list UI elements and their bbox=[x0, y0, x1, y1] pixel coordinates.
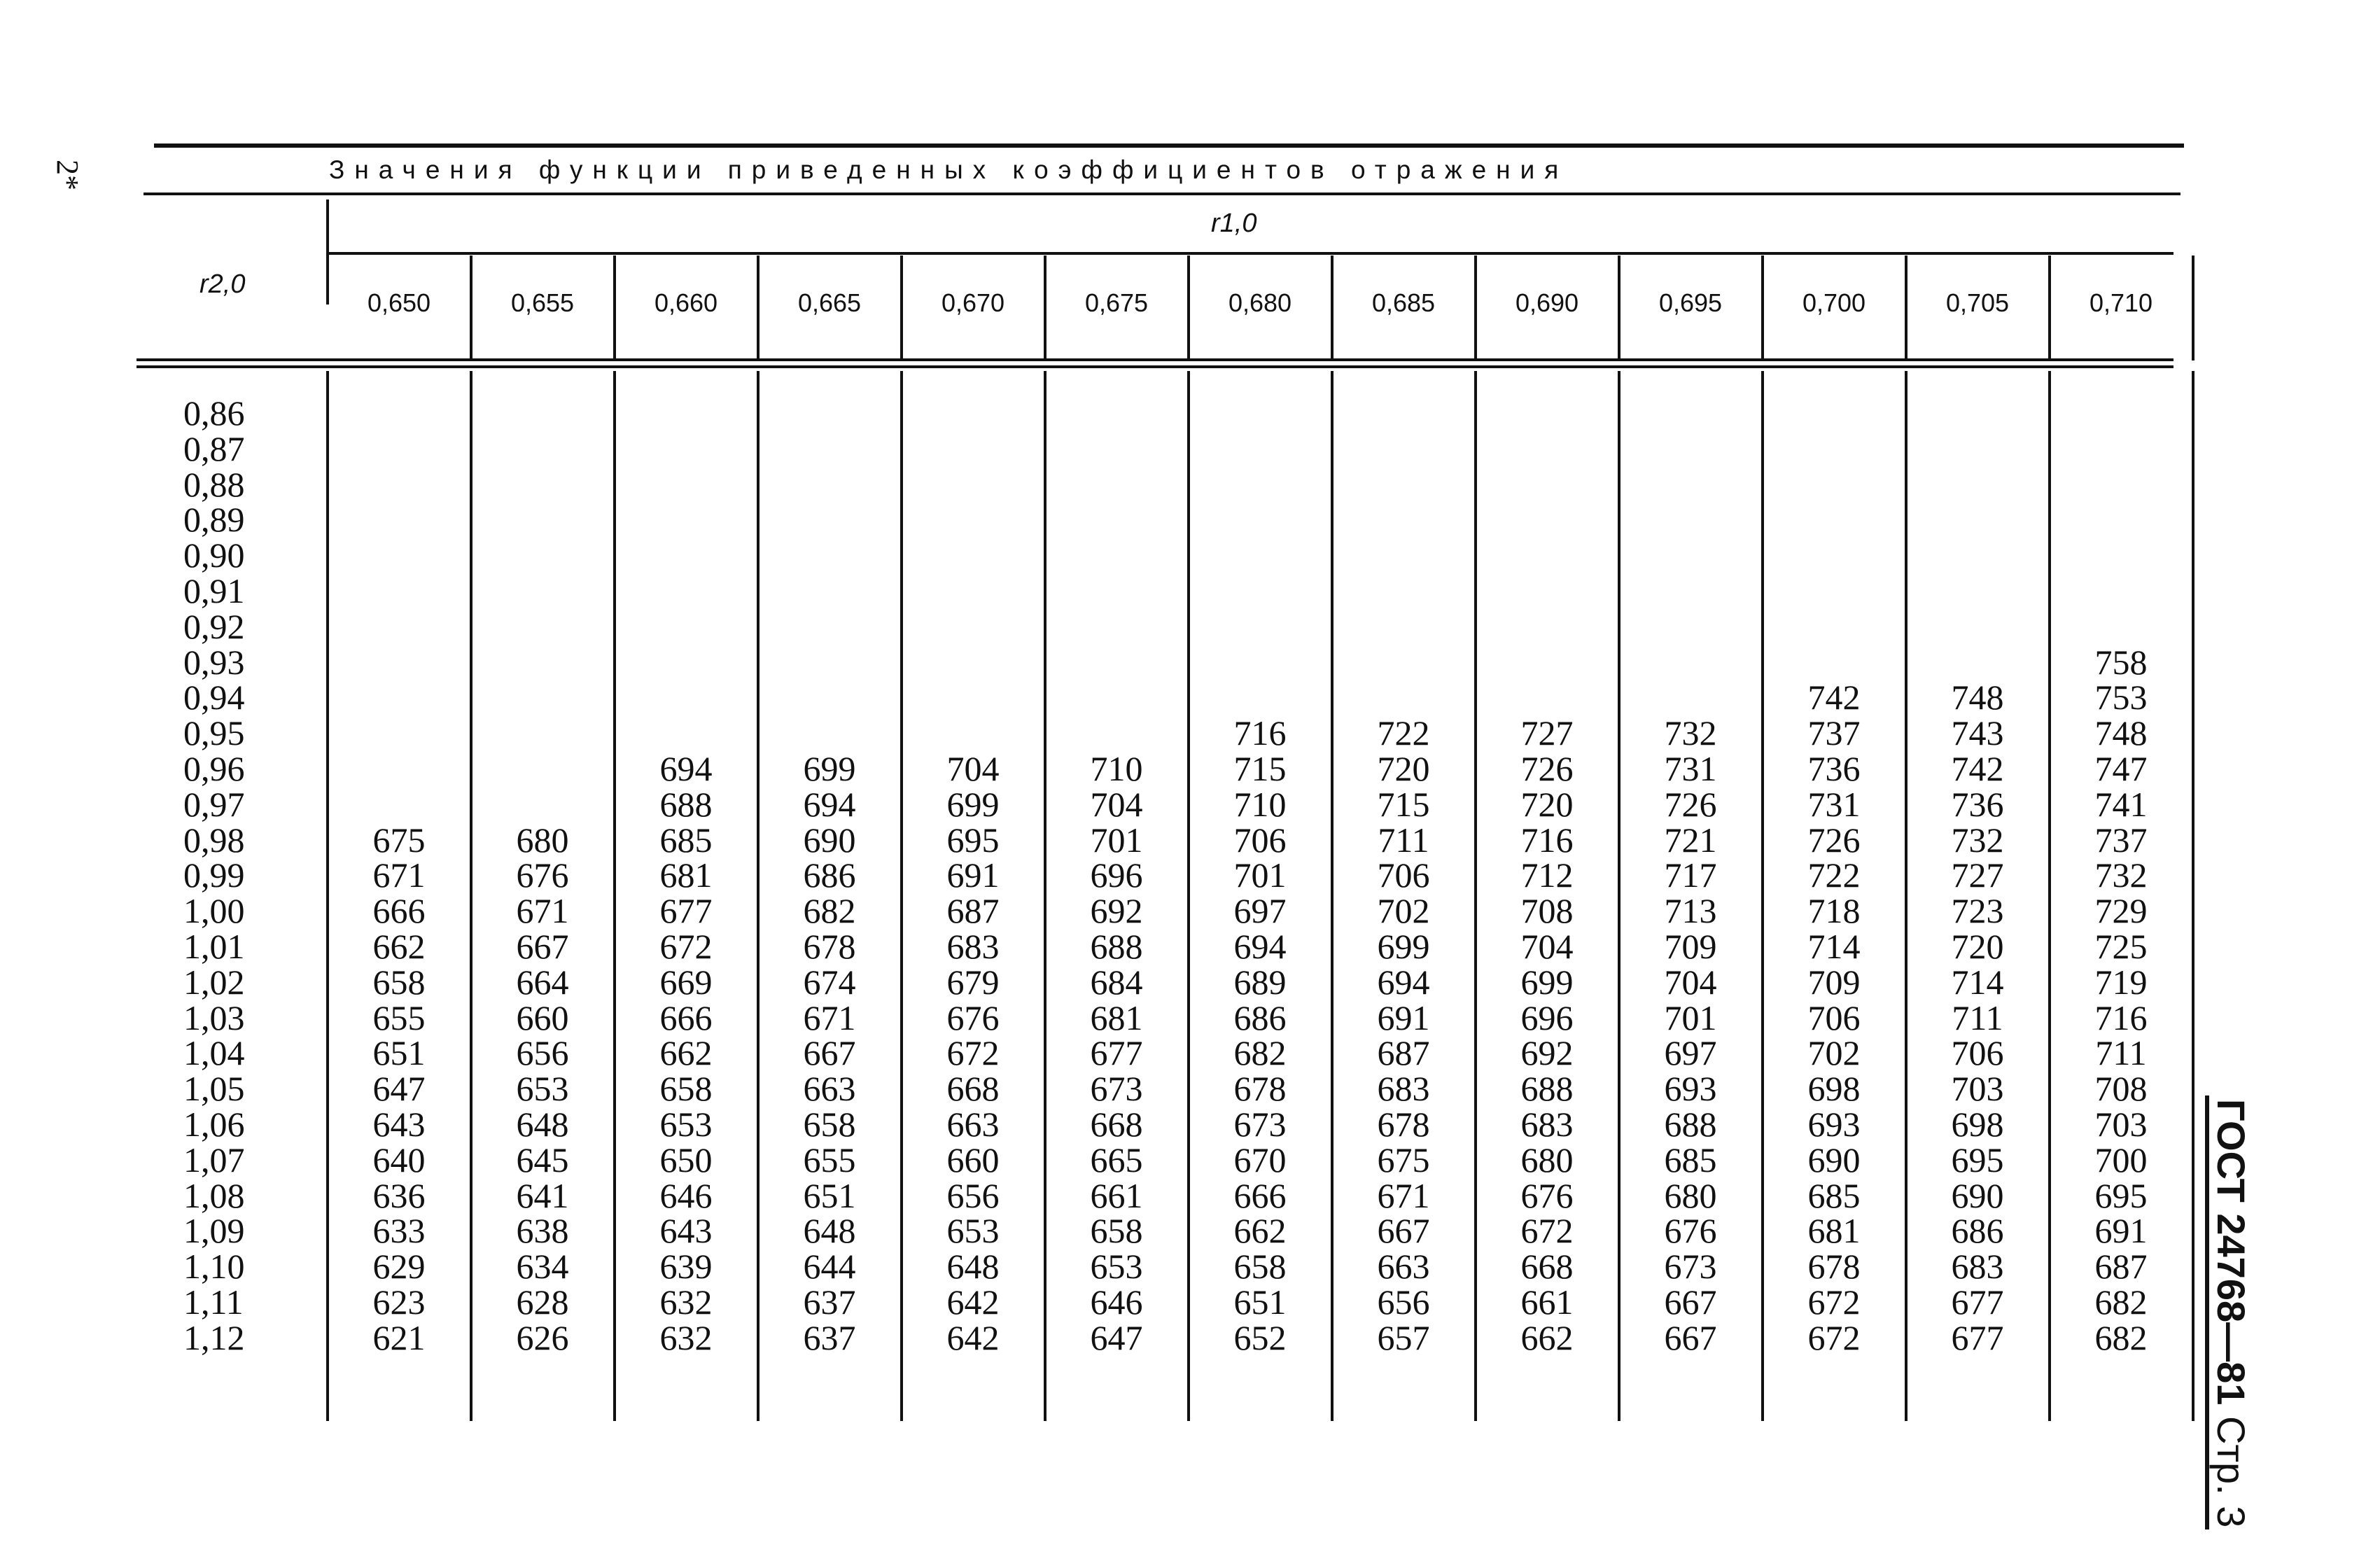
table-cell: 634 bbox=[516, 1247, 569, 1287]
table-cell: 681 bbox=[659, 855, 713, 895]
table-cell: 688 bbox=[1520, 1069, 1574, 1109]
table-cell: 678 bbox=[1377, 1105, 1430, 1144]
table-cell: 700 bbox=[2094, 1140, 2148, 1180]
table-cell: 704 bbox=[946, 749, 1000, 788]
table-cell: 696 bbox=[1520, 997, 1574, 1037]
table-cell: 711 bbox=[2095, 1033, 2147, 1073]
table-cell: 671 bbox=[1377, 1175, 1430, 1215]
row-label: 1,05 bbox=[183, 1069, 245, 1109]
table-cell: 673 bbox=[1233, 1105, 1287, 1144]
row-label: 0,93 bbox=[183, 642, 245, 682]
table-cell: 709 bbox=[1664, 927, 1717, 966]
table-cell: 680 bbox=[1520, 1140, 1574, 1180]
table-cell: 682 bbox=[803, 891, 856, 931]
table-cell: 672 bbox=[659, 927, 713, 966]
table-cell: 680 bbox=[1664, 1175, 1717, 1215]
table-cell: 758 bbox=[2094, 642, 2148, 682]
row-label: 0,97 bbox=[183, 784, 245, 824]
table-cell: 647 bbox=[1090, 1317, 1143, 1357]
row-label: 0,98 bbox=[183, 820, 245, 860]
table-cell: 660 bbox=[516, 997, 569, 1037]
table-cell: 701 bbox=[1090, 820, 1143, 860]
row-label: 1,04 bbox=[183, 1033, 245, 1073]
row-label: 0,90 bbox=[183, 536, 245, 575]
table-cell: 723 bbox=[1951, 891, 2004, 931]
page-label: Стр. 3 bbox=[2209, 1415, 2253, 1528]
column-header: 0,695 bbox=[1658, 288, 1723, 317]
table-cell: 731 bbox=[1807, 784, 1861, 824]
row-label: 0,99 bbox=[183, 855, 245, 895]
column-header: 0,680 bbox=[1228, 288, 1292, 317]
table-cell: 715 bbox=[1233, 749, 1287, 788]
table-cell: 694 bbox=[659, 749, 713, 788]
table-cell: 640 bbox=[372, 1140, 426, 1180]
table-cell: 646 bbox=[1090, 1282, 1143, 1322]
group-header-rule bbox=[329, 252, 2174, 255]
row-label: 0,88 bbox=[183, 464, 245, 504]
table-cell: 702 bbox=[1377, 891, 1430, 931]
table-cell: 690 bbox=[803, 820, 856, 860]
table-cell: 702 bbox=[1807, 1033, 1861, 1073]
column-header: 0,690 bbox=[1515, 288, 1579, 317]
table-cell: 663 bbox=[1377, 1247, 1430, 1287]
table-cell: 632 bbox=[659, 1317, 713, 1357]
table-cell: 695 bbox=[1951, 1140, 2004, 1180]
row-label: 0,87 bbox=[183, 428, 245, 468]
table-cell: 717 bbox=[1664, 855, 1717, 895]
table-cell: 701 bbox=[1233, 855, 1287, 895]
table-cell: 626 bbox=[516, 1317, 569, 1357]
table-cell: 694 bbox=[1377, 962, 1430, 1002]
table-cell: 694 bbox=[803, 784, 856, 824]
table-cell: 676 bbox=[946, 997, 1000, 1037]
table-cell: 655 bbox=[803, 1140, 856, 1180]
table-cell: 720 bbox=[1520, 784, 1574, 824]
table-cell: 674 bbox=[803, 962, 856, 1002]
table-cell: 653 bbox=[946, 1211, 1000, 1251]
table-cell: 672 bbox=[1807, 1282, 1861, 1322]
table-cell: 682 bbox=[2094, 1317, 2148, 1357]
table-cell: 721 bbox=[1664, 820, 1717, 860]
table-cell: 731 bbox=[1664, 749, 1717, 788]
table-cell: 657 bbox=[1377, 1317, 1430, 1357]
table-cell: 704 bbox=[1090, 784, 1143, 824]
table-cell: 636 bbox=[372, 1175, 426, 1215]
table-cell: 713 bbox=[1664, 891, 1717, 931]
table-cell: 656 bbox=[946, 1175, 1000, 1215]
table-cell: 671 bbox=[372, 855, 426, 895]
table-cell: 691 bbox=[946, 855, 1000, 895]
table-cell: 662 bbox=[659, 1033, 713, 1073]
table-cell: 693 bbox=[1664, 1069, 1717, 1109]
column-header: 0,700 bbox=[1802, 288, 1866, 317]
table-cell: 695 bbox=[946, 820, 1000, 860]
table-cell: 658 bbox=[803, 1105, 856, 1144]
table-cell: 685 bbox=[659, 820, 713, 860]
table-cell: 662 bbox=[1233, 1211, 1287, 1251]
table-cell: 667 bbox=[516, 927, 569, 966]
table-cell: 687 bbox=[2094, 1247, 2148, 1287]
table-cell: 706 bbox=[1807, 997, 1861, 1037]
table-cell: 720 bbox=[1951, 927, 2004, 966]
table-cell: 701 bbox=[1664, 997, 1717, 1037]
table-cell: 742 bbox=[1807, 678, 1861, 718]
table-cell: 710 bbox=[1090, 749, 1143, 788]
table-cell: 688 bbox=[1090, 927, 1143, 966]
table-cell: 665 bbox=[1090, 1140, 1143, 1180]
table-cell: 683 bbox=[946, 927, 1000, 966]
table-cell: 737 bbox=[2094, 820, 2148, 860]
column-header: 0,710 bbox=[2089, 288, 2153, 317]
row-label: 0,95 bbox=[183, 713, 245, 753]
row-label: 1,07 bbox=[183, 1140, 245, 1180]
table-cell: 732 bbox=[1664, 713, 1717, 753]
header-double-rule-2 bbox=[136, 365, 2174, 368]
table-cell: 732 bbox=[1951, 820, 2004, 860]
table-cell: 643 bbox=[659, 1211, 713, 1251]
table-cell: 683 bbox=[1951, 1247, 2004, 1287]
table-cell: 662 bbox=[372, 927, 426, 966]
document-side-title bbox=[2208, 1099, 2254, 1527]
top-rule bbox=[154, 144, 2184, 148]
table-cell: 629 bbox=[372, 1247, 426, 1287]
table-cell: 671 bbox=[516, 891, 569, 931]
table-cell: 690 bbox=[1951, 1175, 2004, 1215]
table-cell: 699 bbox=[946, 784, 1000, 824]
table-cell: 637 bbox=[803, 1282, 856, 1322]
page-number-marker: 2* bbox=[50, 160, 85, 190]
table-cell: 714 bbox=[1951, 962, 2004, 1002]
table-cell: 671 bbox=[803, 997, 856, 1037]
table-cell: 683 bbox=[1377, 1069, 1430, 1109]
table-cell: 741 bbox=[2094, 784, 2148, 824]
table-cell: 726 bbox=[1520, 749, 1574, 788]
row-label: 1,02 bbox=[183, 962, 245, 1002]
table-cell: 641 bbox=[516, 1175, 569, 1215]
table-cell: 709 bbox=[1807, 962, 1861, 1002]
table-cell: 642 bbox=[946, 1282, 1000, 1322]
table-cell: 623 bbox=[372, 1282, 426, 1322]
table-cell: 736 bbox=[1951, 784, 2004, 824]
table-caption: Значения функции приведенных коэффициентов отражения bbox=[329, 155, 1569, 184]
table-cell: 748 bbox=[1951, 678, 2004, 718]
table-cell: 753 bbox=[2094, 678, 2148, 718]
row-label: 0,89 bbox=[183, 500, 245, 540]
table-cell: 676 bbox=[1520, 1175, 1574, 1215]
table-cell: 695 bbox=[2094, 1175, 2148, 1215]
table-cell: 663 bbox=[946, 1105, 1000, 1144]
table-cell: 651 bbox=[372, 1033, 426, 1073]
table-cell: 748 bbox=[2094, 713, 2148, 753]
header-double-rule-1 bbox=[136, 358, 2174, 361]
table-cell: 637 bbox=[803, 1317, 856, 1357]
table-cell: 716 bbox=[1233, 713, 1287, 753]
table-cell: 642 bbox=[946, 1317, 1000, 1357]
table-cell: 675 bbox=[372, 820, 426, 860]
table-cell: 666 bbox=[372, 891, 426, 931]
table-cell: 692 bbox=[1520, 1033, 1574, 1073]
table-cell: 666 bbox=[659, 997, 713, 1037]
table-cell: 633 bbox=[372, 1211, 426, 1251]
table-cell: 684 bbox=[1090, 962, 1143, 1002]
table-cell: 720 bbox=[1377, 749, 1430, 788]
row-label: 1,09 bbox=[183, 1211, 245, 1251]
table-cell: 667 bbox=[1664, 1317, 1717, 1357]
table-cell: 699 bbox=[1377, 927, 1430, 966]
table-cell: 742 bbox=[1951, 749, 2004, 788]
row-label: 0,91 bbox=[183, 571, 245, 610]
table-cell: 725 bbox=[2094, 927, 2148, 966]
table-cell: 651 bbox=[1233, 1282, 1287, 1322]
table-cell: 652 bbox=[1233, 1317, 1287, 1357]
table-cell: 697 bbox=[1233, 891, 1287, 931]
table-cell: 660 bbox=[946, 1140, 1000, 1180]
table-cell: 681 bbox=[1090, 997, 1143, 1037]
table-cell: 718 bbox=[1807, 891, 1861, 931]
table-cell: 678 bbox=[1807, 1247, 1861, 1287]
table-cell: 653 bbox=[659, 1105, 713, 1144]
table-cell: 691 bbox=[1377, 997, 1430, 1037]
table-cell: 736 bbox=[1807, 749, 1861, 788]
table-cell: 712 bbox=[1520, 855, 1574, 895]
table-cell: 675 bbox=[1377, 1140, 1430, 1180]
table-cell: 685 bbox=[1807, 1175, 1861, 1215]
table-cell: 645 bbox=[516, 1140, 569, 1180]
table-cell: 683 bbox=[1520, 1105, 1574, 1144]
table-cell: 689 bbox=[1233, 962, 1287, 1002]
table-cell: 673 bbox=[1090, 1069, 1143, 1109]
table-cell: 663 bbox=[803, 1069, 856, 1109]
table-cell: 647 bbox=[372, 1069, 426, 1109]
table-cell: 690 bbox=[1807, 1140, 1861, 1180]
column-header: 0,675 bbox=[1084, 288, 1149, 317]
table-cell: 722 bbox=[1377, 713, 1430, 753]
table-cell: 670 bbox=[1233, 1140, 1287, 1180]
table-cell: 686 bbox=[803, 855, 856, 895]
table-cell: 743 bbox=[1951, 713, 2004, 753]
table-cell: 621 bbox=[372, 1317, 426, 1357]
table-cell: 648 bbox=[516, 1105, 569, 1144]
table-cell: 638 bbox=[516, 1211, 569, 1251]
table-cell: 632 bbox=[659, 1282, 713, 1322]
table-cell: 722 bbox=[1807, 855, 1861, 895]
table-cell: 668 bbox=[1520, 1247, 1574, 1287]
table-cell: 653 bbox=[516, 1069, 569, 1109]
table-cell: 676 bbox=[1664, 1211, 1717, 1251]
caption-rule bbox=[144, 192, 2180, 195]
table-cell: 661 bbox=[1090, 1175, 1143, 1215]
table-cell: 685 bbox=[1664, 1140, 1717, 1180]
table-cell: 708 bbox=[2094, 1069, 2148, 1109]
table-cell: 672 bbox=[1807, 1317, 1861, 1357]
table-cell: 673 bbox=[1664, 1247, 1717, 1287]
table-cell: 679 bbox=[946, 962, 1000, 1002]
table-cell: 688 bbox=[659, 784, 713, 824]
table-cell: 648 bbox=[946, 1247, 1000, 1287]
table-cell: 681 bbox=[1807, 1211, 1861, 1251]
table-cell: 711 bbox=[1378, 820, 1429, 860]
table-cell: 664 bbox=[516, 962, 569, 1002]
table-cell: 703 bbox=[1951, 1069, 2004, 1109]
column-header: 0,655 bbox=[510, 288, 575, 317]
row-label: 1,00 bbox=[183, 891, 245, 931]
table-cell: 703 bbox=[2094, 1105, 2148, 1144]
row-label: 0,92 bbox=[183, 606, 245, 646]
table-cell: 651 bbox=[803, 1175, 856, 1215]
table-cell: 667 bbox=[1377, 1211, 1430, 1251]
row-label: 0,86 bbox=[183, 393, 245, 433]
column-header: 0,650 bbox=[367, 288, 431, 317]
table-cell: 687 bbox=[1377, 1033, 1430, 1073]
column-separator bbox=[2192, 255, 2194, 360]
table-cell: 656 bbox=[1377, 1282, 1430, 1322]
table-cell: 667 bbox=[1664, 1282, 1717, 1322]
table-cell: 672 bbox=[1520, 1211, 1574, 1251]
table-cell: 682 bbox=[2094, 1282, 2148, 1322]
table-cell: 687 bbox=[946, 891, 1000, 931]
table-cell: 727 bbox=[1951, 855, 2004, 895]
row-label: 1,06 bbox=[183, 1105, 245, 1144]
table-cell: 648 bbox=[803, 1211, 856, 1251]
table-cell: 639 bbox=[659, 1247, 713, 1287]
table-cell: 714 bbox=[1807, 927, 1861, 966]
table-cell: 646 bbox=[659, 1175, 713, 1215]
standard-code: ГОСТ 24768—81 bbox=[2209, 1099, 2253, 1406]
table-cell: 704 bbox=[1520, 927, 1574, 966]
column-header: 0,665 bbox=[797, 288, 862, 317]
table-cell: 658 bbox=[372, 962, 426, 1002]
table-cell: 726 bbox=[1807, 820, 1861, 860]
table-cell: 662 bbox=[1520, 1317, 1574, 1357]
table-cell: 672 bbox=[946, 1033, 1000, 1073]
table-cell: 680 bbox=[516, 820, 569, 860]
table-cell: 650 bbox=[659, 1140, 713, 1180]
table-cell: 686 bbox=[1951, 1211, 2004, 1251]
table-cell: 678 bbox=[1233, 1069, 1287, 1109]
table-cell: 697 bbox=[1664, 1033, 1717, 1073]
column-separator bbox=[2192, 371, 2194, 1421]
table-cell: 699 bbox=[1520, 962, 1574, 1002]
table-cell: 678 bbox=[803, 927, 856, 966]
table-cell: 704 bbox=[1664, 962, 1717, 1002]
table-cell: 628 bbox=[516, 1282, 569, 1322]
table-cell: 661 bbox=[1520, 1282, 1574, 1322]
table-cell: 691 bbox=[2094, 1211, 2148, 1251]
table-cell: 656 bbox=[516, 1033, 569, 1073]
row-label: 0,94 bbox=[183, 678, 245, 718]
table-cell: 677 bbox=[659, 891, 713, 931]
column-header: 0,705 bbox=[1945, 288, 2010, 317]
table-cell: 677 bbox=[1951, 1282, 2004, 1322]
table-cell: 693 bbox=[1807, 1105, 1861, 1144]
table-cell: 686 bbox=[1233, 997, 1287, 1037]
table-cell: 732 bbox=[2094, 855, 2148, 895]
table-cell: 653 bbox=[1090, 1247, 1143, 1287]
table-cell: 726 bbox=[1664, 784, 1717, 824]
table-cell: 676 bbox=[516, 855, 569, 895]
table-cell: 708 bbox=[1520, 891, 1574, 931]
row-label: 1,11 bbox=[183, 1282, 244, 1322]
table-cell: 658 bbox=[659, 1069, 713, 1109]
table-cell: 655 bbox=[372, 997, 426, 1037]
table-cell: 667 bbox=[803, 1033, 856, 1073]
column-group-label: r1,0 bbox=[1211, 209, 1257, 238]
table-cell: 737 bbox=[1807, 713, 1861, 753]
table-cell: 692 bbox=[1090, 891, 1143, 931]
table-cell: 711 bbox=[1952, 997, 2003, 1037]
column-header: 0,670 bbox=[941, 288, 1005, 317]
table-cell: 666 bbox=[1233, 1175, 1287, 1215]
table-cell: 699 bbox=[803, 749, 856, 788]
table-cell: 716 bbox=[2094, 997, 2148, 1037]
table-cell: 677 bbox=[1090, 1033, 1143, 1073]
table-cell: 729 bbox=[2094, 891, 2148, 931]
table-cell: 658 bbox=[1233, 1247, 1287, 1287]
table-cell: 706 bbox=[1233, 820, 1287, 860]
row-label: 1,12 bbox=[183, 1317, 245, 1357]
table-cell: 668 bbox=[1090, 1105, 1143, 1144]
table-cell: 747 bbox=[2094, 749, 2148, 788]
table-cell: 698 bbox=[1807, 1069, 1861, 1109]
table-cell: 694 bbox=[1233, 927, 1287, 966]
table-cell: 710 bbox=[1233, 784, 1287, 824]
table-cell: 669 bbox=[659, 962, 713, 1002]
row-label: 1,08 bbox=[183, 1175, 245, 1215]
row-header-label: r2,0 bbox=[200, 270, 246, 299]
table-cell: 719 bbox=[2094, 962, 2148, 1002]
table-cell: 706 bbox=[1951, 1033, 2004, 1073]
table-cell: 715 bbox=[1377, 784, 1430, 824]
table-cell: 682 bbox=[1233, 1033, 1287, 1073]
table-cell: 644 bbox=[803, 1247, 856, 1287]
table-cell: 706 bbox=[1377, 855, 1430, 895]
table-cell: 668 bbox=[946, 1069, 1000, 1109]
column-header: 0,660 bbox=[654, 288, 718, 317]
table-cell: 696 bbox=[1090, 855, 1143, 895]
row-label: 1,10 bbox=[183, 1247, 245, 1287]
table-cell: 727 bbox=[1520, 713, 1574, 753]
table-cell: 716 bbox=[1520, 820, 1574, 860]
row-label: 1,01 bbox=[183, 927, 245, 966]
table-cell: 677 bbox=[1951, 1317, 2004, 1357]
table-cell: 643 bbox=[372, 1105, 426, 1144]
table-cell: 688 bbox=[1664, 1105, 1717, 1144]
row-label: 1,03 bbox=[183, 997, 245, 1037]
column-header: 0,685 bbox=[1371, 288, 1436, 317]
table-cell: 698 bbox=[1951, 1105, 2004, 1144]
table-cell: 658 bbox=[1090, 1211, 1143, 1251]
row-label: 0,96 bbox=[183, 749, 245, 788]
